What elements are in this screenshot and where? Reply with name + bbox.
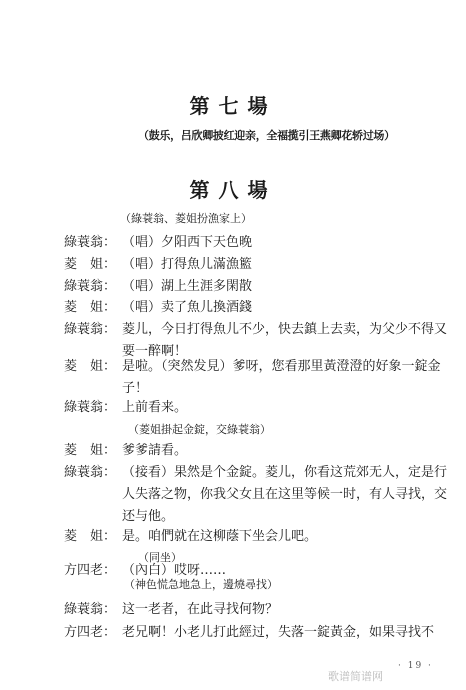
scene-7-title: 第七場 xyxy=(189,94,277,118)
speaker-name: 方四老： xyxy=(64,563,117,578)
speech-text: （唱）卖了魚儿換酒錢 xyxy=(122,300,253,315)
speaker-name: 綠蓑翁： xyxy=(64,400,117,415)
stage-direction: （綠蓑翁、菱姐扮漁家上） xyxy=(120,212,252,225)
scene-7-stage-direction: （鼓乐，吕欣卿披红迎亲，全福揽引王燕卿花轿过场） xyxy=(138,129,395,142)
speaker-name: 菱 姐： xyxy=(64,300,117,315)
speech-text: 老兄啊！小老儿打此經过，失落一錠黃金，如果寻找不 xyxy=(122,625,435,640)
speaker-name: 綠蓑翁： xyxy=(64,465,117,480)
speech-text: 是啦。（突然发見）爹呀，您看那里黃澄澄的好象一錠金子！ xyxy=(122,359,441,396)
stage-direction: （神色慌急地急上，邊燒尋找） xyxy=(124,578,278,591)
speaker-name: 菱 姐： xyxy=(64,359,117,374)
speaker-name: 方四老： xyxy=(64,625,117,640)
speech-text: （內白）哎呀…… xyxy=(122,563,227,578)
watermark: 歌谱简谱网 xyxy=(328,670,383,683)
stage-direction: （菱姐掛起金錠，交綠蓑翁） xyxy=(128,423,271,436)
speaker-name: 綠蓑翁： xyxy=(64,235,117,250)
speech-text: （接看）果然是个金錠。菱儿，你看这荒郊无人，定是行人失落之物，你我父女且在这里等候一时，有人寻找，交还与他。 xyxy=(122,465,448,524)
speech-text: 菱儿，今日打得魚儿不少，快去鎮上去卖，为父少不得又要一醉啊！ xyxy=(122,322,448,359)
speaker-name: 綠蓑翁： xyxy=(64,322,117,337)
speech-text: 这一老者，在此寻找何物？ xyxy=(122,602,279,617)
speech-text: （唱）打得魚儿滿漁籃 xyxy=(122,257,253,272)
speaker-name: 綠蓑翁： xyxy=(64,602,117,617)
speech-text: 上前看来。 xyxy=(122,400,188,415)
stage-direction: （同坐） xyxy=(138,551,182,564)
scene-8-title: 第八場 xyxy=(189,178,277,202)
speaker-name: 菱 姐： xyxy=(64,443,117,458)
speech-text: 爹爹請看。 xyxy=(122,443,188,458)
speaker-name: 菱 姐： xyxy=(64,257,117,272)
speaker-name: 綠蓑翁： xyxy=(64,279,117,294)
speech-text: （唱）夕阳西下天色晚 xyxy=(122,235,253,250)
speaker-name: 菱 姐： xyxy=(64,529,117,544)
page-number: · 19 · xyxy=(398,661,433,671)
speech-text: 是。咱們就在这柳蔭下坐会儿吧。 xyxy=(122,529,318,544)
speech-text: （唱）湖上生涯多閑散 xyxy=(122,279,253,294)
